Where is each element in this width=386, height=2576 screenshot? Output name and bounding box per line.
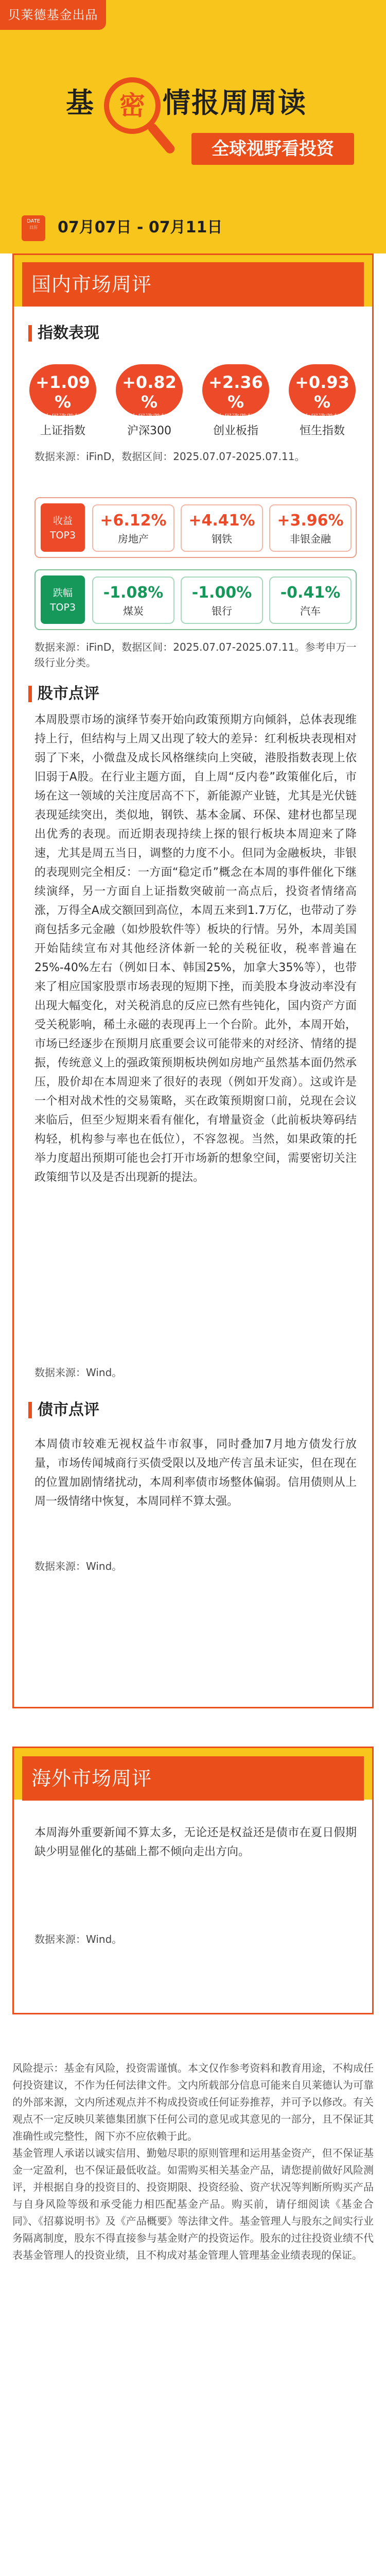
risk-paragraph-2: 基金管理人承诺以诚实信用、勤勉尽职的原则管理和运用基金资产，但不保证基金一定盈利，也不保证最低收益。如需购买相关基金产品，请您提前做好风险测评，并根据自身的投资目的、投资期限、投资经验、资产状况等判断所购买产品与自身风险等级和承受能力相匹配基金产品。购买前，请仔细阅读《基金合同》、《招募说明书》及《产品概要》等法律文件。基金管理人与股东之间实行业务隔离制度，股东不得直接参与基金财产的投资运作。股东的过往投资业绩不代表基金管理人的投资业绩，且不构成对基金管理人管理基金业绩表现的保证。 (12, 2147, 374, 2261)
domestic-panel (12, 253, 374, 1708)
index-heading: 指数表现 (28, 323, 99, 344)
loss-label-line-2: TOP3 (49, 602, 76, 613)
gain-label-line-2: TOP3 (49, 530, 76, 541)
gain-top3-label (41, 503, 85, 552)
index-name: 恒生指数 (299, 425, 345, 437)
sector-change: -1.00% (191, 584, 252, 602)
sector-card (269, 504, 352, 552)
date-range: 07月07日 - 07月11日 (58, 218, 223, 236)
sector-name: 煤炭 (123, 605, 144, 617)
loss-top3-box (34, 569, 357, 630)
risk-disclosure (12, 2060, 374, 2264)
risk-paragraph-1: 风险提示：基金有风险，投资需谨慎。本文仅作参考资料和教育用途，不构成任何投资建议，不作为任何法律文件。文内所载部分信息可能来自贝莱德认为可靠的外部来源，文内所述观点并不构成投资或任何证券推荐，并可予以修改。有关观点不一定反映贝莱德集团旗下任何公司的意见或其意见的一部分，且不保证其准确性或完整性，阁下亦不应依赖于此。 (12, 2062, 374, 2142)
header-banner (0, 0, 386, 253)
index-value: +2.36 % (208, 372, 263, 412)
title-part-1: 基 (66, 87, 95, 119)
index-item (284, 364, 361, 438)
overseas-panel (12, 1747, 374, 2014)
sector-name: 非银金融 (290, 533, 331, 545)
title-lens-char: 密 (119, 91, 145, 121)
index-item (197, 364, 274, 438)
overseas-source-note: 数据来源：Wind。 (34, 1933, 122, 1945)
bond-heading: 债市点评 (28, 1400, 99, 1420)
index-sub-label: 本周涨跌幅 (303, 413, 342, 422)
calendar-line-1: DATE (26, 218, 40, 224)
sector-card (269, 577, 352, 624)
gain-label-line-1: 收益 (52, 515, 73, 527)
sector-card (92, 504, 174, 552)
sector-change: +6.12% (100, 512, 167, 530)
index-source-note: 数据来源：iFinD，数据区间：2025.07.07-2025.07.11。 (34, 450, 305, 463)
brand-tag: 贝莱德基金出品 (0, 0, 106, 30)
sector-name: 房地产 (118, 533, 149, 545)
sector-change: +4.41% (188, 512, 255, 530)
sector-change: +3.96% (277, 512, 344, 530)
overseas-banner: 海外市场周评 (22, 1756, 364, 1801)
index-item (24, 364, 101, 438)
index-name: 上证指数 (40, 425, 85, 437)
index-row (24, 364, 364, 442)
sector-change: -0.41% (280, 584, 341, 602)
index-badge (116, 364, 183, 422)
sector-card (92, 577, 174, 624)
bond-review-text: 本周债市较难无视权益牛市叙事，同时叠加7月地方债发行放量，市场传闻城商行买债受限以及地产传言虽未证实，但在现在的位置加剧情绪扰动，本周利率债市场整体偏弱。信用债则从上周一级情绪中恢复，本周同样不算太强。 (34, 1438, 357, 1508)
loss-top3-label (41, 575, 85, 624)
gain-top3-box (34, 497, 357, 558)
index-value: +0.93 % (295, 372, 349, 412)
stock-review-text: 本周股票市场的演绎节奏开始向政策预期方向倾斜，总体表现维持上行，但结构与上周又出现了较大的差异：红利板块表现相对弱了下来，小微盘及成长风格继续向上突破，港股指数表现上依旧弱于A股。在行业主题方面，自上周“反内卷”政策催化后，市场在这一领域的关注度居高不下，新能源产业链，尤其是光伏链表现延续突出，类似地，钢铁、基本金属、环保、建材也都呈现出优秀的表现。而近期表现持续上探的银行板块本周迎来了降速，尤其是周五当日，调整的力度不小。但同为金融板块，非银的表现则完全相反：一方面“稳定币”概念在本周的事件催化下继续演绎，另一方面自上证指数突破前一高点后，投资者情绪高涨，万得全A成交额回到高位，本周五来到1.7万亿，也带动了券商包括多元金融（如炒股软件等）板块的行情。另外，本周美国开始陆续宣布对其他经济体新一轮的关税征收，税率普遍在25%-40%左右（例如日本、韩国25%，加拿大35%等），也带来了相应国家股票市场表现的短期下挫，而美股本身波动率没有出现大幅变化，对关税消息的反应已然有些钝化，国内资产方面受关税影响，稀土永磁的表现再上一个台阶。此外，本周开始，市场已经逐步在预期月底重要会议可能带来的对经济、情绪的提振，传统意义上的强政策预期板块例如房地产虽然基本面仍然承压，股价却在本周迎来了很好的表现（例如开发商）。这或许是一个相对战术性的交易策略，买在政策预期窗口前，兑现在会议来临后，但至少短期来看有催化，有增量资金（此前板块筹码结构轻，机构参与率也在低位），不容忽视。当然，如果政策的托举力度超出预期可能也会打开市场新的想象空间，需要密切关注政策细节以及是否出现新的提法。 (34, 714, 357, 1184)
sector-change: -1.08% (103, 584, 164, 602)
index-item (111, 364, 188, 438)
sector-card (181, 577, 263, 624)
calendar-icon (22, 215, 45, 241)
index-value: +1.09 % (36, 372, 90, 412)
index-badge (29, 364, 96, 422)
index-value: +0.82 % (122, 372, 177, 412)
sector-name: 钢铁 (212, 533, 232, 545)
sector-card (181, 504, 263, 552)
calendar-line-2: 日历 (29, 225, 38, 230)
subtitle: 全球视野看投资 (191, 133, 354, 165)
index-badge (202, 364, 269, 422)
index-badge (289, 364, 356, 422)
index-name: 沪深300 (127, 425, 171, 437)
domestic-banner: 国内市场周评 (22, 262, 364, 307)
index-sub-label: 本周涨跌幅 (130, 413, 169, 422)
bond-source-note: 数据来源：Wind。 (34, 1560, 122, 1572)
sector-name: 银行 (212, 605, 232, 617)
page-title (0, 77, 386, 129)
stock-heading: 股市点评 (28, 684, 99, 704)
overseas-review-text: 本周海外重要新闻不算太多，无论还是权益还是债市在夏日假期缺少明显催化的基础上都不倾向走出方向。 (34, 1826, 357, 1858)
index-name: 创业板指 (213, 425, 258, 437)
stock-source-note: 数据来源：Wind。 (34, 1366, 122, 1379)
sector-name: 汽车 (300, 605, 321, 617)
index-sub-label: 本周涨跌幅 (43, 413, 82, 422)
sector-source-note: 数据来源：iFinD，数据区间：2025.07.07-2025.07.11。参考申万一级行业分类。 (34, 641, 357, 669)
loss-label-line-1: 跌幅 (52, 587, 73, 599)
index-sub-label: 本周涨跌幅 (216, 413, 255, 422)
title-part-2: 情报周周读 (163, 87, 307, 119)
